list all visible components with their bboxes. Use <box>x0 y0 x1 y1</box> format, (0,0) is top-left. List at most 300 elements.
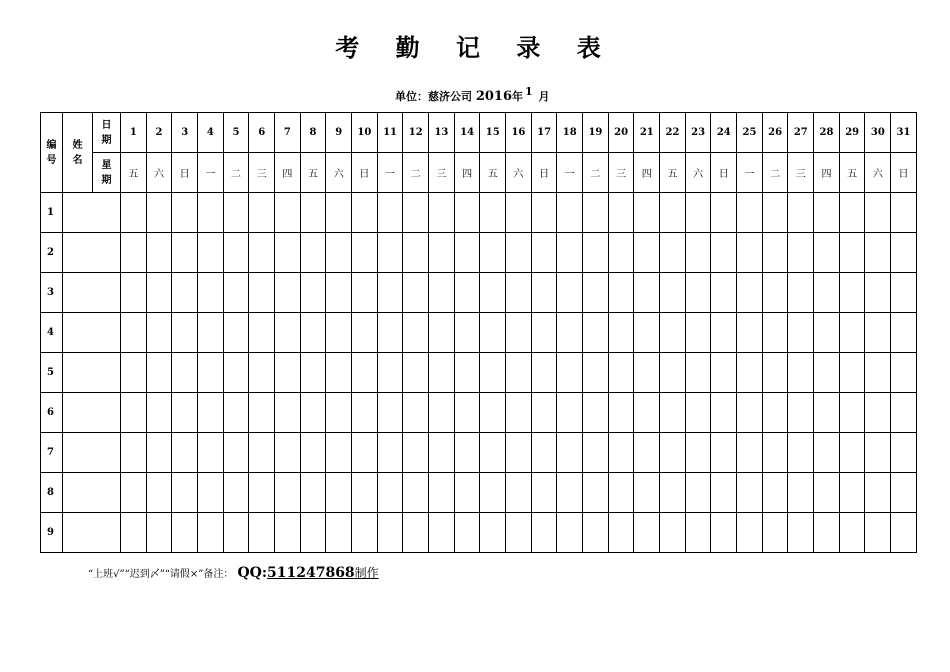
attendance-cell[interactable] <box>557 273 583 313</box>
attendance-cell[interactable] <box>583 193 609 233</box>
attendance-cell[interactable] <box>839 353 865 393</box>
attendance-cell[interactable] <box>660 433 686 473</box>
attendance-cell[interactable] <box>300 193 326 233</box>
attendance-cell[interactable] <box>300 313 326 353</box>
attendance-cell[interactable] <box>377 393 403 433</box>
attendance-cell[interactable] <box>172 473 198 513</box>
attendance-cell[interactable] <box>172 513 198 553</box>
attendance-cell[interactable] <box>583 393 609 433</box>
attendance-cell[interactable] <box>429 473 455 513</box>
attendance-cell[interactable] <box>660 233 686 273</box>
employee-name-cell[interactable] <box>63 513 121 553</box>
attendance-cell[interactable] <box>557 433 583 473</box>
attendance-cell[interactable] <box>891 313 917 353</box>
attendance-cell[interactable] <box>762 233 788 273</box>
attendance-cell[interactable] <box>352 313 378 353</box>
attendance-cell[interactable] <box>172 433 198 473</box>
employee-name-cell[interactable] <box>63 353 121 393</box>
attendance-cell[interactable] <box>480 393 506 433</box>
attendance-cell[interactable] <box>377 513 403 553</box>
attendance-cell[interactable] <box>814 233 840 273</box>
attendance-cell[interactable] <box>403 473 429 513</box>
attendance-cell[interactable] <box>531 473 557 513</box>
attendance-cell[interactable] <box>146 233 172 273</box>
attendance-cell[interactable] <box>814 433 840 473</box>
attendance-cell[interactable] <box>865 313 891 353</box>
attendance-cell[interactable] <box>865 273 891 313</box>
attendance-cell[interactable] <box>660 273 686 313</box>
attendance-cell[interactable] <box>275 233 301 273</box>
attendance-cell[interactable] <box>480 353 506 393</box>
attendance-cell[interactable] <box>480 273 506 313</box>
attendance-cell[interactable] <box>737 233 763 273</box>
attendance-cell[interactable] <box>685 473 711 513</box>
attendance-cell[interactable] <box>480 233 506 273</box>
attendance-cell[interactable] <box>377 473 403 513</box>
attendance-cell[interactable] <box>506 433 532 473</box>
attendance-cell[interactable] <box>685 393 711 433</box>
attendance-cell[interactable] <box>480 433 506 473</box>
attendance-cell[interactable] <box>223 353 249 393</box>
attendance-cell[interactable] <box>223 233 249 273</box>
attendance-cell[interactable] <box>531 193 557 233</box>
attendance-cell[interactable] <box>788 393 814 433</box>
attendance-cell[interactable] <box>429 273 455 313</box>
attendance-cell[interactable] <box>146 353 172 393</box>
attendance-cell[interactable] <box>762 353 788 393</box>
attendance-cell[interactable] <box>146 513 172 553</box>
attendance-cell[interactable] <box>454 233 480 273</box>
attendance-cell[interactable] <box>480 513 506 553</box>
attendance-cell[interactable] <box>531 393 557 433</box>
weekday-cell: 五 <box>660 153 686 193</box>
attendance-cell[interactable] <box>275 433 301 473</box>
attendance-cell[interactable] <box>762 513 788 553</box>
attendance-cell[interactable] <box>891 473 917 513</box>
attendance-cell[interactable] <box>454 273 480 313</box>
attendance-cell[interactable] <box>839 273 865 313</box>
table-row <box>41 433 917 473</box>
attendance-cell[interactable] <box>275 353 301 393</box>
attendance-cell[interactable] <box>608 433 634 473</box>
employee-name-cell[interactable] <box>63 393 121 433</box>
attendance-cell[interactable] <box>300 353 326 393</box>
attendance-cell[interactable] <box>685 513 711 553</box>
attendance-cell[interactable] <box>352 433 378 473</box>
attendance-cell[interactable] <box>429 313 455 353</box>
attendance-cell[interactable] <box>891 193 917 233</box>
attendance-cell[interactable] <box>839 233 865 273</box>
attendance-cell[interactable] <box>685 353 711 393</box>
row-number: 5 <box>41 353 63 393</box>
attendance-cell[interactable] <box>146 313 172 353</box>
attendance-cell[interactable] <box>506 313 532 353</box>
attendance-cell[interactable] <box>634 433 660 473</box>
attendance-cell[interactable] <box>300 473 326 513</box>
attendance-cell[interactable] <box>249 393 275 433</box>
attendance-cell[interactable] <box>891 393 917 433</box>
attendance-cell[interactable] <box>531 233 557 273</box>
row-number: 7 <box>41 433 63 473</box>
attendance-cell[interactable] <box>146 473 172 513</box>
attendance-cell[interactable] <box>121 433 147 473</box>
attendance-cell[interactable] <box>685 313 711 353</box>
attendance-cell[interactable] <box>172 353 198 393</box>
attendance-cell[interactable] <box>403 273 429 313</box>
attendance-cell[interactable] <box>429 193 455 233</box>
attendance-cell[interactable] <box>506 233 532 273</box>
employee-name-cell[interactable] <box>63 433 121 473</box>
attendance-cell[interactable] <box>839 313 865 353</box>
attendance-cell[interactable] <box>634 353 660 393</box>
attendance-cell[interactable] <box>762 273 788 313</box>
attendance-cell[interactable] <box>146 393 172 433</box>
attendance-cell[interactable] <box>788 513 814 553</box>
attendance-cell[interactable] <box>429 513 455 553</box>
attendance-cell[interactable] <box>737 513 763 553</box>
attendance-cell[interactable] <box>608 513 634 553</box>
attendance-cell[interactable] <box>198 433 224 473</box>
attendance-cell[interactable] <box>300 433 326 473</box>
attendance-cell[interactable] <box>121 313 147 353</box>
attendance-cell[interactable] <box>223 193 249 233</box>
attendance-cell[interactable] <box>814 273 840 313</box>
attendance-cell[interactable] <box>891 233 917 273</box>
attendance-cell[interactable] <box>223 513 249 553</box>
attendance-cell[interactable] <box>608 193 634 233</box>
attendance-cell[interactable] <box>326 193 352 233</box>
attendance-cell[interactable] <box>608 473 634 513</box>
attendance-cell[interactable] <box>608 233 634 273</box>
attendance-cell[interactable] <box>326 473 352 513</box>
employee-name-cell[interactable] <box>63 193 121 233</box>
attendance-cell[interactable] <box>326 233 352 273</box>
attendance-cell[interactable] <box>737 353 763 393</box>
attendance-cell[interactable] <box>429 393 455 433</box>
day-number: 28 <box>814 113 840 153</box>
attendance-cell[interactable] <box>275 513 301 553</box>
attendance-cell[interactable] <box>454 193 480 233</box>
attendance-cell[interactable] <box>403 193 429 233</box>
attendance-cell[interactable] <box>660 393 686 433</box>
attendance-cell[interactable] <box>634 233 660 273</box>
attendance-cell[interactable] <box>660 313 686 353</box>
attendance-cell[interactable] <box>711 393 737 433</box>
weekday-cell: 一 <box>198 153 224 193</box>
attendance-cell[interactable] <box>583 313 609 353</box>
attendance-cell[interactable] <box>403 313 429 353</box>
attendance-cell[interactable] <box>737 273 763 313</box>
attendance-cell[interactable] <box>762 313 788 353</box>
attendance-cell[interactable] <box>454 393 480 433</box>
attendance-cell[interactable] <box>788 353 814 393</box>
attendance-cell[interactable] <box>711 473 737 513</box>
attendance-cell[interactable] <box>300 393 326 433</box>
attendance-cell[interactable] <box>223 393 249 433</box>
attendance-cell[interactable] <box>275 273 301 313</box>
attendance-cell[interactable] <box>429 233 455 273</box>
attendance-cell[interactable] <box>762 393 788 433</box>
attendance-cell[interactable] <box>454 433 480 473</box>
attendance-cell[interactable] <box>685 233 711 273</box>
attendance-cell[interactable] <box>531 433 557 473</box>
attendance-cell[interactable] <box>557 353 583 393</box>
attendance-cell[interactable] <box>557 313 583 353</box>
attendance-cell[interactable] <box>198 233 224 273</box>
attendance-cell[interactable] <box>249 473 275 513</box>
attendance-cell[interactable] <box>121 473 147 513</box>
attendance-cell[interactable] <box>660 353 686 393</box>
attendance-cell[interactable] <box>172 233 198 273</box>
attendance-cell[interactable] <box>403 433 429 473</box>
attendance-cell[interactable] <box>531 353 557 393</box>
attendance-cell[interactable] <box>172 393 198 433</box>
attendance-cell[interactable] <box>788 313 814 353</box>
weekday-cell: 三 <box>608 153 634 193</box>
attendance-cell[interactable] <box>737 193 763 233</box>
attendance-cell[interactable] <box>685 193 711 233</box>
employee-name-cell[interactable] <box>63 313 121 353</box>
attendance-cell[interactable] <box>788 473 814 513</box>
attendance-cell[interactable] <box>121 273 147 313</box>
attendance-cell[interactable] <box>557 513 583 553</box>
attendance-cell[interactable] <box>326 393 352 433</box>
attendance-cell[interactable] <box>326 433 352 473</box>
attendance-cell[interactable] <box>583 353 609 393</box>
attendance-cell[interactable] <box>352 473 378 513</box>
attendance-cell[interactable] <box>814 513 840 553</box>
attendance-cell[interactable] <box>634 513 660 553</box>
attendance-cell[interactable] <box>762 193 788 233</box>
attendance-cell[interactable] <box>300 513 326 553</box>
attendance-cell[interactable] <box>275 393 301 433</box>
attendance-cell[interactable] <box>326 313 352 353</box>
attendance-cell[interactable] <box>506 473 532 513</box>
attendance-cell[interactable] <box>737 433 763 473</box>
attendance-cell[interactable] <box>506 513 532 553</box>
attendance-cell[interactable] <box>891 273 917 313</box>
attendance-cell[interactable] <box>737 393 763 433</box>
attendance-cell[interactable] <box>814 473 840 513</box>
attendance-cell[interactable] <box>352 273 378 313</box>
attendance-cell[interactable] <box>711 513 737 553</box>
attendance-cell[interactable] <box>583 273 609 313</box>
attendance-cell[interactable] <box>737 313 763 353</box>
attendance-cell[interactable] <box>480 313 506 353</box>
attendance-cell[interactable] <box>172 193 198 233</box>
attendance-cell[interactable] <box>326 353 352 393</box>
attendance-cell[interactable] <box>634 313 660 353</box>
attendance-cell[interactable] <box>326 513 352 553</box>
attendance-cell[interactable] <box>814 313 840 353</box>
attendance-cell[interactable] <box>249 433 275 473</box>
attendance-cell[interactable] <box>865 233 891 273</box>
attendance-cell[interactable] <box>608 313 634 353</box>
attendance-cell[interactable] <box>865 193 891 233</box>
weekday-cell: 四 <box>275 153 301 193</box>
attendance-cell[interactable] <box>583 513 609 553</box>
attendance-cell[interactable] <box>557 233 583 273</box>
attendance-cell[interactable] <box>352 393 378 433</box>
attendance-cell[interactable] <box>454 313 480 353</box>
attendance-cell[interactable] <box>865 513 891 553</box>
attendance-cell[interactable] <box>685 433 711 473</box>
attendance-cell[interactable] <box>198 353 224 393</box>
attendance-cell[interactable] <box>814 393 840 433</box>
attendance-cell[interactable] <box>839 393 865 433</box>
attendance-cell[interactable] <box>249 313 275 353</box>
attendance-cell[interactable] <box>891 513 917 553</box>
attendance-cell[interactable] <box>275 193 301 233</box>
attendance-cell[interactable] <box>865 393 891 433</box>
attendance-cell[interactable] <box>583 433 609 473</box>
attendance-cell[interactable] <box>608 273 634 313</box>
attendance-cell[interactable] <box>711 193 737 233</box>
attendance-cell[interactable] <box>172 273 198 313</box>
attendance-cell[interactable] <box>506 393 532 433</box>
attendance-cell[interactable] <box>403 513 429 553</box>
attendance-cell[interactable] <box>377 313 403 353</box>
attendance-cell[interactable] <box>608 393 634 433</box>
attendance-cell[interactable] <box>762 473 788 513</box>
attendance-cell[interactable] <box>249 513 275 553</box>
attendance-cell[interactable] <box>634 473 660 513</box>
attendance-cell[interactable] <box>531 273 557 313</box>
attendance-cell[interactable] <box>403 393 429 433</box>
attendance-cell[interactable] <box>377 353 403 393</box>
attendance-cell[interactable] <box>839 473 865 513</box>
attendance-cell[interactable] <box>634 273 660 313</box>
attendance-cell[interactable] <box>146 433 172 473</box>
attendance-cell[interactable] <box>711 313 737 353</box>
attendance-cell[interactable] <box>788 233 814 273</box>
attendance-cell[interactable] <box>583 233 609 273</box>
attendance-cell[interactable] <box>839 193 865 233</box>
attendance-cell[interactable] <box>121 353 147 393</box>
attendance-cell[interactable] <box>121 393 147 433</box>
attendance-cell[interactable] <box>454 353 480 393</box>
attendance-cell[interactable] <box>300 233 326 273</box>
attendance-cell[interactable] <box>352 513 378 553</box>
weekday-cell: 六 <box>865 153 891 193</box>
attendance-cell[interactable] <box>198 513 224 553</box>
attendance-cell[interactable] <box>172 313 198 353</box>
attendance-cell[interactable] <box>506 273 532 313</box>
attendance-cell[interactable] <box>275 473 301 513</box>
attendance-cell[interactable] <box>377 433 403 473</box>
attendance-cell[interactable] <box>223 473 249 513</box>
attendance-cell[interactable] <box>377 273 403 313</box>
attendance-cell[interactable] <box>891 353 917 393</box>
attendance-cell[interactable] <box>839 433 865 473</box>
attendance-cell[interactable] <box>660 473 686 513</box>
attendance-cell[interactable] <box>121 233 147 273</box>
attendance-cell[interactable] <box>634 393 660 433</box>
attendance-cell[interactable] <box>454 473 480 513</box>
attendance-cell[interactable] <box>223 273 249 313</box>
attendance-cell[interactable] <box>685 273 711 313</box>
month-suffix: 月 <box>538 90 550 103</box>
attendance-cell[interactable] <box>403 353 429 393</box>
attendance-cell[interactable] <box>249 273 275 313</box>
attendance-cell[interactable] <box>737 473 763 513</box>
attendance-cell[interactable] <box>634 193 660 233</box>
attendance-cell[interactable] <box>198 313 224 353</box>
attendance-cell[interactable] <box>506 353 532 393</box>
attendance-cell[interactable] <box>121 193 147 233</box>
attendance-cell[interactable] <box>275 313 301 353</box>
attendance-cell[interactable] <box>865 353 891 393</box>
attendance-cell[interactable] <box>454 513 480 553</box>
attendance-cell[interactable] <box>249 193 275 233</box>
row-number: 6 <box>41 393 63 433</box>
attendance-cell[interactable] <box>788 193 814 233</box>
attendance-cell[interactable] <box>326 273 352 313</box>
employee-name-cell[interactable] <box>63 273 121 313</box>
attendance-cell[interactable] <box>762 433 788 473</box>
attendance-cell[interactable] <box>865 473 891 513</box>
attendance-cell[interactable] <box>814 193 840 233</box>
attendance-cell[interactable] <box>223 313 249 353</box>
attendance-cell[interactable] <box>557 193 583 233</box>
attendance-cell[interactable] <box>352 193 378 233</box>
attendance-cell[interactable] <box>403 233 429 273</box>
attendance-cell[interactable] <box>531 513 557 553</box>
day-number: 19 <box>583 113 609 153</box>
attendance-cell[interactable] <box>506 193 532 233</box>
attendance-cell[interactable] <box>429 353 455 393</box>
attendance-cell[interactable] <box>146 193 172 233</box>
attendance-cell[interactable] <box>223 433 249 473</box>
attendance-cell[interactable] <box>891 433 917 473</box>
attendance-cell[interactable] <box>711 433 737 473</box>
attendance-cell[interactable] <box>198 193 224 233</box>
attendance-cell[interactable] <box>198 473 224 513</box>
attendance-cell[interactable] <box>557 473 583 513</box>
attendance-cell[interactable] <box>249 353 275 393</box>
attendance-cell[interactable] <box>198 393 224 433</box>
attendance-cell[interactable] <box>865 433 891 473</box>
attendance-cell[interactable] <box>352 233 378 273</box>
attendance-cell[interactable] <box>660 513 686 553</box>
attendance-cell[interactable] <box>377 233 403 273</box>
attendance-cell[interactable] <box>711 233 737 273</box>
attendance-cell[interactable] <box>711 353 737 393</box>
attendance-cell[interactable] <box>583 473 609 513</box>
attendance-cell[interactable] <box>608 353 634 393</box>
attendance-cell[interactable] <box>814 353 840 393</box>
attendance-cell[interactable] <box>711 273 737 313</box>
attendance-cell[interactable] <box>531 313 557 353</box>
attendance-cell[interactable] <box>557 393 583 433</box>
attendance-cell[interactable] <box>480 193 506 233</box>
attendance-cell[interactable] <box>121 513 147 553</box>
attendance-cell[interactable] <box>788 433 814 473</box>
attendance-cell[interactable] <box>198 273 224 313</box>
attendance-cell[interactable] <box>429 433 455 473</box>
attendance-cell[interactable] <box>660 193 686 233</box>
employee-name-cell[interactable] <box>63 473 121 513</box>
attendance-cell[interactable] <box>788 273 814 313</box>
attendance-cell[interactable] <box>146 273 172 313</box>
attendance-cell[interactable] <box>839 513 865 553</box>
attendance-cell[interactable] <box>300 273 326 313</box>
employee-name-cell[interactable] <box>63 233 121 273</box>
attendance-cell[interactable] <box>377 193 403 233</box>
attendance-cell[interactable] <box>352 353 378 393</box>
attendance-cell[interactable] <box>480 473 506 513</box>
attendance-cell[interactable] <box>249 233 275 273</box>
